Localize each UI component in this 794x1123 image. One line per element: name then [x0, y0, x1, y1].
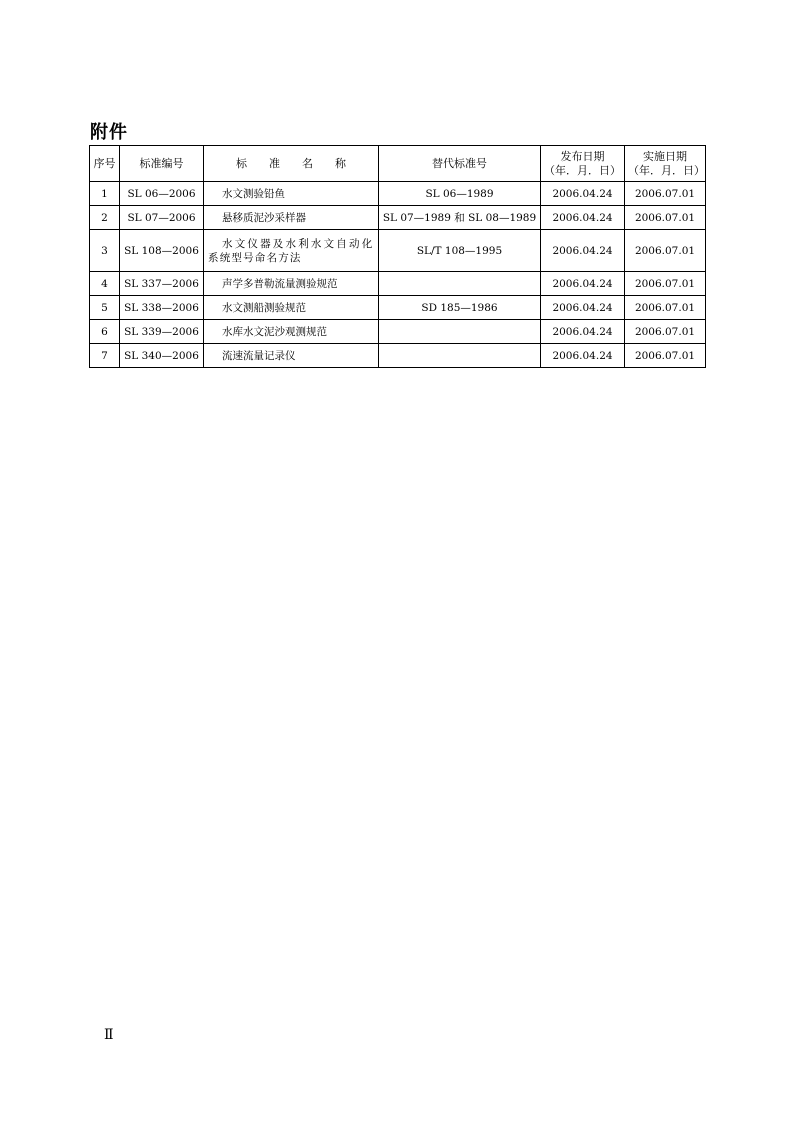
cell-name-line1: 水文仪器及水利水文自动化 [222, 237, 375, 250]
cell-name [204, 230, 379, 272]
cell-replaced [379, 344, 541, 368]
cell-code: SL 338—2006 [120, 296, 204, 320]
cell-publish: 2006.04.24 [541, 182, 625, 206]
table-row [90, 206, 706, 230]
header-implement-date-label: 实施日期 [643, 149, 687, 163]
cell-implement: 2006.07.01 [625, 320, 706, 344]
cell-implement: 2006.07.01 [625, 206, 706, 230]
cell-code: SL 06—2006 [120, 182, 204, 206]
header-implement-date-unit: （年．月．日） [628, 163, 705, 177]
header-code: 标准编号 [120, 146, 204, 182]
cell-code: SL 108—2006 [120, 230, 204, 272]
cell-replaced [379, 320, 541, 344]
cell-seq: 4 [90, 272, 120, 296]
header-name: 标 准 名 称 [204, 146, 379, 182]
standards-table [89, 145, 706, 368]
table-row [90, 320, 706, 344]
header-seq: 序号 [90, 146, 120, 182]
table-row [90, 230, 706, 272]
cell-replaced: SL 07—1989 和 SL 08—1989 [379, 206, 541, 230]
cell-seq: 1 [90, 182, 120, 206]
cell-name: 水库水文泥沙观测规范 [204, 320, 379, 344]
cell-seq: 5 [90, 296, 120, 320]
cell-seq: 3 [90, 230, 120, 272]
table-header-row [90, 146, 706, 182]
cell-publish: 2006.04.24 [541, 206, 625, 230]
cell-seq: 7 [90, 344, 120, 368]
cell-publish: 2006.04.24 [541, 272, 625, 296]
header-replaced: 替代标准号 [379, 146, 541, 182]
cell-implement: 2006.07.01 [625, 272, 706, 296]
cell-code: SL 339—2006 [120, 320, 204, 344]
cell-publish: 2006.04.24 [541, 344, 625, 368]
cell-implement: 2006.07.01 [625, 230, 706, 272]
cell-name-line2: 系统型号命名方法 [208, 251, 302, 264]
header-publish-date-unit: （年．月．日） [544, 163, 621, 177]
cell-name: 水文测验铅鱼 [204, 182, 379, 206]
cell-name: 水文测船测验规范 [204, 296, 379, 320]
cell-implement: 2006.07.01 [625, 344, 706, 368]
cell-code: SL 07—2006 [120, 206, 204, 230]
cell-replaced [379, 272, 541, 296]
cell-code: SL 340—2006 [120, 344, 204, 368]
cell-publish: 2006.04.24 [541, 320, 625, 344]
table-row [90, 296, 706, 320]
cell-seq: 2 [90, 206, 120, 230]
page-heading: 附件 [90, 122, 128, 143]
cell-implement: 2006.07.01 [625, 182, 706, 206]
cell-name: 声学多普勒流量测验规范 [204, 272, 379, 296]
table-row [90, 272, 706, 296]
cell-implement: 2006.07.01 [625, 296, 706, 320]
cell-name: 流速流量记录仪 [204, 344, 379, 368]
cell-name: 悬移质泥沙采样器 [204, 206, 379, 230]
cell-publish: 2006.04.24 [541, 296, 625, 320]
header-publish-date-label: 发布日期 [560, 149, 605, 163]
table-row [90, 344, 706, 368]
cell-replaced: SL/T 108—1995 [379, 230, 541, 272]
cell-seq: 6 [90, 320, 120, 344]
cell-code: SL 337—2006 [120, 272, 204, 296]
header-publish-date [541, 146, 625, 182]
cell-publish: 2006.04.24 [541, 230, 625, 272]
cell-replaced: SD 185—1986 [379, 296, 541, 320]
cell-replaced: SL 06—1989 [379, 182, 541, 206]
table-row [90, 182, 706, 206]
page-number: Ⅱ [104, 1027, 114, 1043]
header-implement-date [625, 146, 706, 182]
